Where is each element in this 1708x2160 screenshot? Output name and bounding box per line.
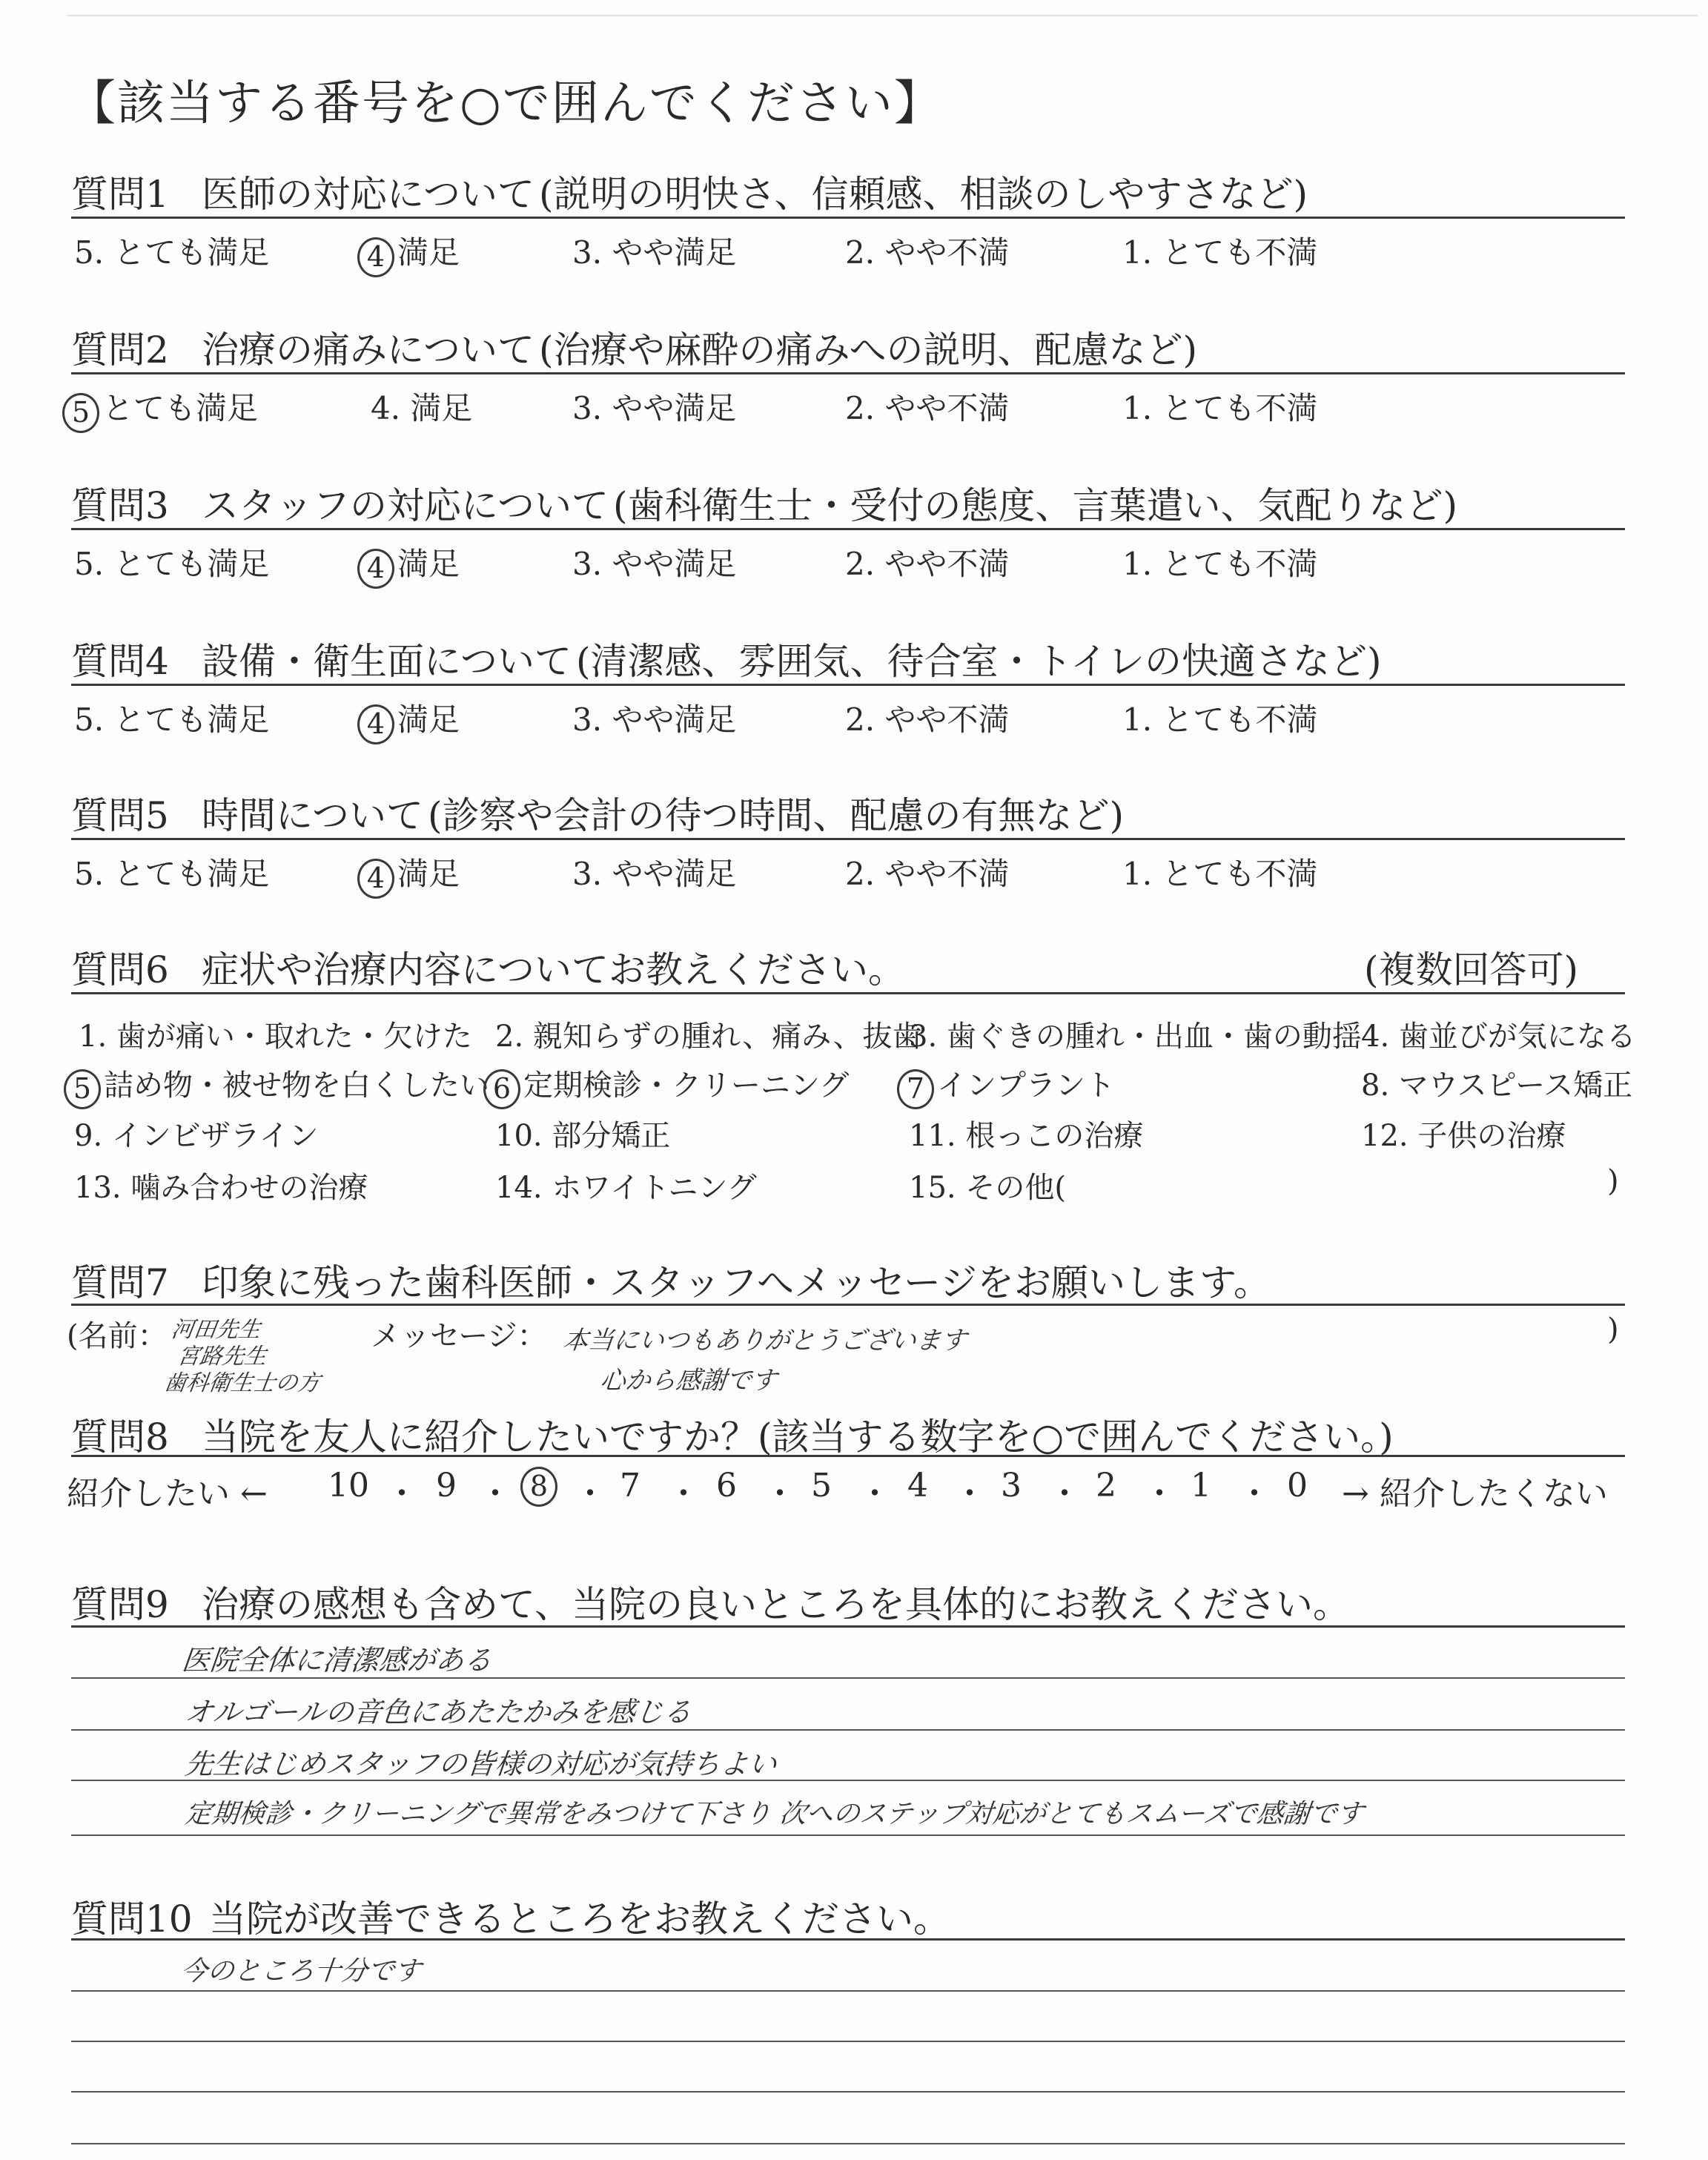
question-8-title: 当院を友人に紹介したいですか？ — [202, 1416, 758, 1459]
comment-line-1: 医院全体に清潔感がある — [180, 1644, 494, 1677]
symptom-option-9[interactable]: 9. インビザライン — [74, 1119, 319, 1153]
symptom-option-14[interactable]: 14. ホワイトニング — [495, 1171, 757, 1205]
scale-3[interactable]: 3 — [1001, 1467, 1022, 1505]
question-8-rule — [71, 1455, 1625, 1457]
question-3-title: スタッフの対応について — [202, 484, 609, 527]
question-1-rule — [71, 217, 1625, 219]
rating-option-1[interactable]: 1. とても不満 — [1122, 234, 1318, 271]
scale-right-label: → 紹介したくない — [1342, 1475, 1608, 1513]
scale-4[interactable]: 4 — [907, 1467, 928, 1505]
rating-option-5[interactable]: 5. とても満足 — [74, 701, 270, 738]
symptom-option-13[interactable]: 13. 噛み合わせの治療 — [74, 1171, 368, 1205]
rating-option-1[interactable]: 1. とても不満 — [1122, 546, 1318, 582]
answer-line — [71, 2091, 1625, 2093]
answer-circle: 4 — [357, 859, 394, 899]
symptom-option-11[interactable]: 11. 根っこの治療 — [909, 1119, 1144, 1153]
question-4-options — [74, 696, 1631, 740]
question-10 — [71, 1889, 950, 1943]
question-7-title: 印象に残った歯科医師・スタッフへメッセージをお願いします。 — [202, 1261, 1271, 1304]
rating-option-2[interactable]: 2. やや不満 — [845, 701, 1010, 738]
answer-circle: 7 — [897, 1069, 934, 1109]
question-9-rule — [71, 1625, 1625, 1628]
message-label: メッセージ： — [371, 1319, 547, 1353]
scale-6[interactable]: 6 — [716, 1467, 737, 1505]
answer-line — [71, 1677, 1625, 1679]
symptom-option-8[interactable]: 8. マウスピース矯正 — [1361, 1069, 1633, 1103]
symptom-option-2[interactable]: 2. 親知らずの腫れ、痛み、抜歯 — [495, 1020, 922, 1054]
question-5-note: (診察や会計の待つ時間、配慮の有無など) — [428, 794, 1125, 837]
question-8-note: (該当する数字を○で囲んでください。) — [758, 1416, 1394, 1459]
answer-circle: 5 — [62, 393, 99, 433]
scale-9[interactable]: 9 — [436, 1467, 457, 1505]
message-handwriting-2: 心から感謝です — [598, 1366, 778, 1396]
symptom-option-15[interactable]: 15. その他( — [909, 1171, 1066, 1205]
question-3 — [71, 476, 1457, 529]
question-6 — [71, 940, 905, 994]
question-9-title: 治療の感想も含めて、当院の良いところを具体的にお教えください。 — [202, 1583, 1350, 1626]
question-7-number: 質問7 — [71, 1261, 169, 1304]
question-1 — [71, 165, 1308, 218]
symptom-option-1[interactable]: 1. 歯が痛い・取れた・欠けた — [79, 1020, 472, 1054]
question-4-number: 質問4 — [71, 640, 169, 683]
rating-option-3[interactable]: 3. やや満足 — [572, 701, 737, 738]
scale-7[interactable]: 7 — [620, 1467, 640, 1505]
answer-line — [71, 1990, 1625, 1992]
question-10-number: 質問10 — [71, 1898, 193, 1941]
symptom-option-5-selected[interactable]: 5 詰め物・被せ物を白くしたい — [64, 1062, 489, 1109]
rating-option-2[interactable]: 2. やや不満 — [845, 390, 1010, 426]
question-7 — [71, 1253, 1271, 1307]
rating-option-4-selected[interactable]: 4 満足 — [357, 696, 460, 744]
rating-option-5[interactable]: 5. とても満足 — [74, 856, 270, 892]
answer-circle: 4 — [357, 704, 394, 744]
rating-option-4[interactable]: 4. 満足 — [371, 390, 473, 426]
question-6-title: 症状や治療内容についてお教えください。 — [202, 948, 905, 991]
symptom-option-4[interactable]: 4. 歯並びが気になる — [1361, 1020, 1636, 1054]
answer-circle: 8 — [520, 1467, 557, 1507]
question-7-rule — [71, 1304, 1625, 1306]
rating-option-2[interactable]: 2. やや不満 — [845, 546, 1010, 582]
rating-option-5[interactable]: 5. とても満足 — [74, 546, 270, 582]
message-handwriting-1: 本当にいつもありがとうございます — [561, 1326, 968, 1355]
name-label: (名前： — [67, 1319, 168, 1353]
question-3-rule — [71, 528, 1625, 530]
rating-option-1[interactable]: 1. とても不満 — [1122, 856, 1318, 892]
message-close: ) — [1607, 1312, 1619, 1347]
question-8-number: 質問8 — [71, 1416, 169, 1459]
name-handwriting-3: 歯科衛生士の方 — [162, 1370, 322, 1396]
improvement-line-1: 今のところ十分です — [179, 1956, 423, 1986]
question-1-title: 医師の対応について — [202, 173, 534, 216]
rating-option-3[interactable]: 3. やや満足 — [572, 856, 737, 892]
symptom-option-3[interactable]: 3. 歯ぐきの腫れ・出血・歯の動揺 — [909, 1020, 1362, 1054]
scale-dot: ・ — [858, 1475, 891, 1513]
question-3-options — [74, 540, 1631, 584]
name-handwriting-2: 宮路先生 — [176, 1344, 268, 1370]
question-2-options — [71, 384, 1631, 429]
symptom-option-10[interactable]: 10. 部分矯正 — [495, 1119, 671, 1153]
question-4-note: (清潔感、雰囲気、待合室・トイレの快適さなど) — [576, 640, 1382, 683]
instruction-header: 【該当する番号を○で囲んでください】 — [68, 76, 943, 131]
answer-line — [71, 2041, 1625, 2042]
comment-line-2: オルゴールの音色にあたたかみを感じる — [183, 1696, 694, 1728]
question-5-title: 時間について — [202, 794, 423, 837]
symptom-option-15-close: ) — [1607, 1164, 1619, 1198]
answer-circle: 5 — [64, 1069, 101, 1109]
scale-dot: ・ — [667, 1475, 700, 1513]
scale-1[interactable]: 1 — [1191, 1467, 1211, 1505]
symptom-option-12[interactable]: 12. 子供の治療 — [1361, 1119, 1566, 1153]
question-2-number: 質問2 — [71, 328, 169, 371]
question-5-number: 質問5 — [71, 794, 169, 837]
scale-dot: ・ — [479, 1475, 512, 1513]
question-1-number: 質問1 — [71, 173, 169, 216]
recommend-scale — [67, 1467, 1631, 1519]
scale-dot: ・ — [574, 1475, 606, 1513]
scale-10[interactable]: 10 — [328, 1467, 369, 1505]
answer-circle: 4 — [357, 549, 394, 589]
question-3-number: 質問3 — [71, 484, 169, 527]
question-5 — [71, 786, 1124, 839]
question-4-title: 設備・衛生面について — [202, 640, 572, 683]
question-10-title: 当院が改善できるところをお教えください。 — [209, 1898, 950, 1941]
rating-option-2[interactable]: 2. やや不満 — [845, 856, 1010, 892]
question-6-number: 質問6 — [71, 948, 169, 991]
question-9 — [71, 1575, 1350, 1628]
question-1-note: (説明の明快さ、信頼感、相談のしやすさなど) — [539, 173, 1308, 216]
question-4 — [71, 632, 1382, 685]
scale-dot: ・ — [953, 1475, 986, 1513]
scale-dot: ・ — [385, 1475, 418, 1513]
answer-line — [71, 1729, 1625, 1731]
question-8 — [71, 1407, 1394, 1461]
rating-option-1[interactable]: 1. とても不満 — [1122, 701, 1318, 738]
question-1-options — [74, 228, 1631, 273]
question-6-rule — [71, 992, 1625, 994]
rating-option-3[interactable]: 3. やや満足 — [572, 390, 737, 426]
question-2-title: 治療の痛みについて — [202, 328, 534, 371]
comment-line-4: 定期検診・クリーニングで異常をみつけて下さり 次へのステップ対応がとてもスムーズで感謝です — [183, 1799, 1366, 1829]
rating-option-1[interactable]: 1. とても不満 — [1122, 390, 1318, 426]
scale-0[interactable]: 0 — [1287, 1467, 1308, 1505]
rating-option-2[interactable]: 2. やや不満 — [845, 234, 1010, 271]
question-2-note: (治療や麻酔の痛みへの説明、配慮など) — [539, 328, 1198, 371]
rating-option-5[interactable]: 5. とても満足 — [74, 234, 270, 271]
question-9-number: 質問9 — [71, 1583, 169, 1626]
answer-line — [71, 2143, 1625, 2144]
rating-option-4-selected[interactable]: 4 満足 — [357, 850, 460, 899]
question-5-options — [74, 850, 1631, 894]
scale-left-label: 紹介したい ← — [67, 1475, 268, 1513]
answer-line — [71, 1834, 1625, 1836]
name-handwriting-1: 河田先生 — [170, 1317, 262, 1343]
answer-line — [71, 1780, 1625, 1781]
question-5-rule — [71, 838, 1625, 840]
answer-circle: 6 — [483, 1069, 520, 1109]
rating-option-5-selected[interactable]: 5 とても満足 — [62, 384, 258, 433]
rating-option-4-selected[interactable]: 4 満足 — [357, 228, 460, 277]
scale-2[interactable]: 2 — [1096, 1467, 1116, 1505]
question-4-rule — [71, 684, 1625, 686]
scale-dot: ・ — [764, 1475, 796, 1513]
scale-dot: ・ — [1143, 1475, 1176, 1513]
top-border — [67, 15, 1698, 16]
rating-option-3[interactable]: 3. やや満足 — [572, 546, 737, 582]
scale-dot: ・ — [1048, 1475, 1081, 1513]
question-3-note: (歯科衛生士・受付の態度、言葉遣い、気配りなど) — [613, 484, 1458, 527]
question-2-rule — [71, 372, 1625, 374]
rating-option-4-selected[interactable]: 4 満足 — [357, 540, 460, 589]
rating-option-3[interactable]: 3. やや満足 — [572, 234, 737, 271]
answer-circle: 4 — [357, 237, 394, 277]
question-2 — [71, 320, 1197, 374]
symptom-option-6-selected[interactable]: 6 定期検診・クリーニング — [483, 1062, 849, 1109]
scale-dot: ・ — [1238, 1475, 1271, 1513]
scale-5[interactable]: 5 — [811, 1467, 832, 1505]
question-10-rule — [71, 1938, 1625, 1941]
symptom-option-7-selected[interactable]: 7 インプラント — [897, 1062, 1115, 1109]
question-6-note: (複数回答可) — [1364, 948, 1579, 991]
comment-line-3: 先生はじめスタッフの皆様の対応が気持ちよい — [183, 1748, 778, 1780]
